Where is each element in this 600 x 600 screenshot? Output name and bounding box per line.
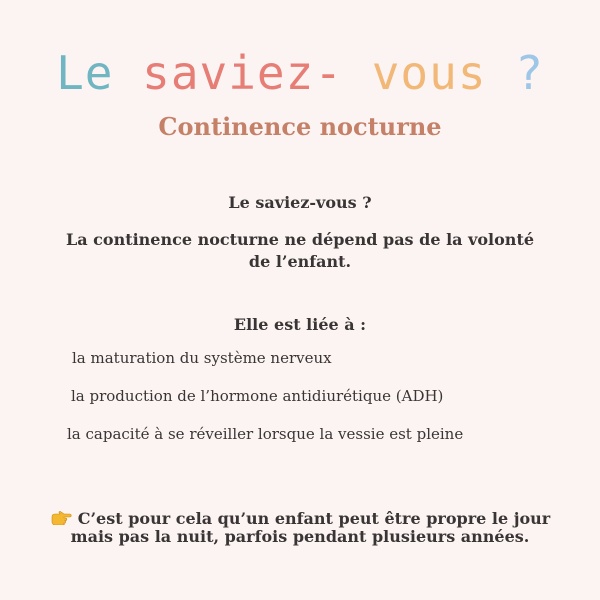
intro-paragraph: La continence nocturne ne dépend pas de la volonté de l’enfant. bbox=[65, 230, 535, 271]
headline-question-mark: ? bbox=[515, 46, 544, 100]
headline-title bbox=[0, 44, 600, 102]
lead-question: Le saviez-vous ? bbox=[228, 193, 372, 212]
linked-label: Elle est liée à : bbox=[233, 315, 367, 334]
headline-word-saviez: saviez- bbox=[142, 46, 344, 100]
conclusion-text: C’est pour cela qu’un enfant peut être propre le jour mais pas la nuit, parfois pendant plusieurs années. bbox=[70, 509, 551, 546]
headline-word-le: Le bbox=[56, 46, 114, 100]
pointing-hand-icon bbox=[50, 511, 72, 525]
cause-item: la capacité à se réveiller lorsque la vessie est pleine bbox=[67, 425, 464, 443]
cause-item: la production de l’hormone antidiurétique (ADH) bbox=[71, 387, 444, 405]
conclusion-paragraph bbox=[35, 510, 565, 546]
subtitle: Continence nocturne bbox=[158, 112, 442, 141]
cause-item: la maturation du système nerveux bbox=[72, 349, 332, 367]
headline-word-vous: vous bbox=[371, 46, 487, 100]
